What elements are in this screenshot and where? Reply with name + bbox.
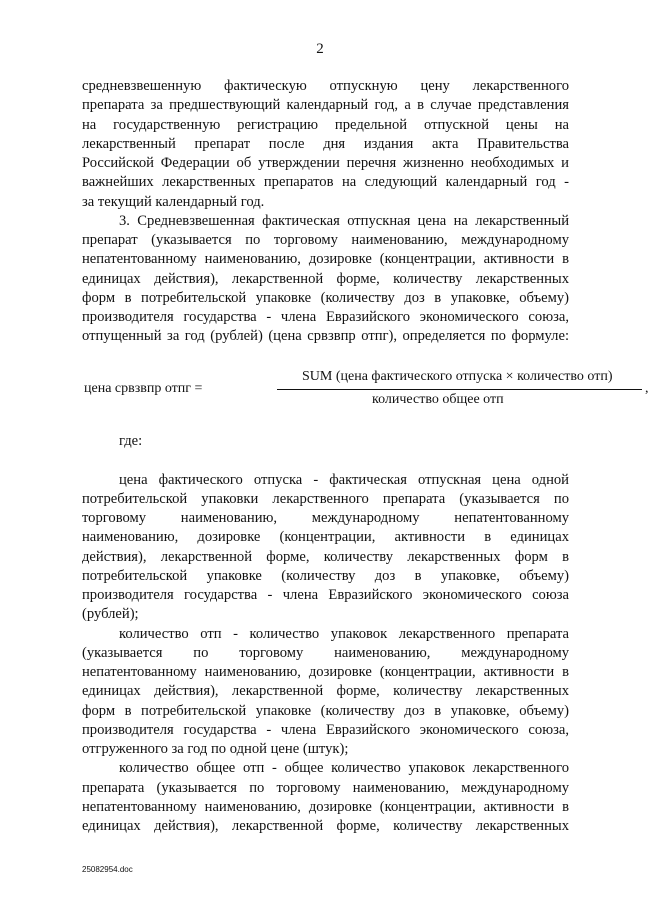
text-line: средневзвешенную фактическую отпускную цену лекарственного xyxy=(82,78,569,94)
definitions-block xyxy=(82,432,569,836)
text-line: на государственную регистрацию предельной отпускной цены на xyxy=(82,116,569,133)
text-line: непатентованному наименованию, дозировке (концентрации, активности в xyxy=(82,798,569,815)
text-line: торговому наименованию, международному непатентованному xyxy=(82,510,569,526)
text-line: лекарственный препарат после дня издания акта Правительства xyxy=(82,135,569,152)
text-line: форм в потребительской упаковке (количеству доз в упаковке, объему) xyxy=(82,702,569,719)
text-line: (рублей); xyxy=(82,606,139,623)
text-line: отгруженного за год по одной цене (штук); xyxy=(82,741,349,757)
paragraph-continuation xyxy=(82,77,569,212)
definition-quantity-shipped xyxy=(82,625,569,760)
formula-lhs: цена срвзвпр отпг = xyxy=(84,381,203,396)
text-line: отпущенный за год (рублей) (цена срвзвпр отпг), определяется по формуле: xyxy=(82,328,569,345)
text-line: 3. Средневзвешенная фактическая отпускная цена на лекарственный xyxy=(119,212,569,229)
text-line: Российской Федерации об утверждении перечня жизненно необходимых и xyxy=(82,155,569,171)
spacer xyxy=(82,451,569,470)
text-line: единицах действия), лекарственной форме, количеству лекарственных xyxy=(82,818,569,834)
text-line: потребительской упаковки лекарственного препарата (указывается по xyxy=(82,490,569,507)
document-body xyxy=(82,77,569,347)
definition-total-quantity xyxy=(82,759,569,836)
text-line: непатентованному наименованию, дозировке (концентрации, активности в xyxy=(82,251,569,268)
text-line: (указывается по торговому наименованию, международному xyxy=(82,644,569,661)
text-line: непатентованному наименованию, дозировке (концентрации, активности в xyxy=(82,664,569,680)
fraction-bar xyxy=(277,389,642,390)
text-line: препарата за предшествующий календарный год, а в случае представления xyxy=(82,97,569,114)
text-line: форм в потребительской упаковке (количеству доз в упаковке, объему) xyxy=(82,289,569,306)
text-line: за текущий календарный год. xyxy=(82,193,265,210)
definition-actual-price xyxy=(82,471,569,625)
text-line: цена фактического отпуска - фактическая отпускная цена одной xyxy=(119,471,569,488)
formula-comma: , xyxy=(645,381,649,396)
text-line: производителя государства - члена Евразийского экономического союза, xyxy=(82,309,569,325)
text-line: производителя государства - члена Евразийского экономического союза xyxy=(82,587,569,603)
formula-denominator: количество общее отп xyxy=(372,392,504,407)
text-line: наименованию, дозировке (концентрации, активности в единицах xyxy=(82,529,569,546)
where-label: где: xyxy=(119,433,143,449)
page-number: 2 xyxy=(316,41,324,57)
text-line: важнейших лекарственных препаратов на следующий календарный год - xyxy=(82,174,569,191)
text-line: препарат (указывается по торговому наименованию, международному xyxy=(82,232,569,248)
text-line: единицах действия), лекарственной форме, количеству лекарственных xyxy=(82,683,569,700)
text-line: производителя государства - члена Евразийского экономического союза, xyxy=(82,721,569,738)
price-formula xyxy=(82,369,649,409)
document-filename: 25082954.doc xyxy=(82,865,133,874)
paragraph-3 xyxy=(82,212,569,347)
text-line: действия), лекарственной форме, количеству лекарственных форм в xyxy=(82,548,569,565)
text-line: единицах действия), лекарственной форме, количеству лекарственных xyxy=(82,270,569,287)
text-line: количество отп - количество упаковок лекарственного препарата xyxy=(119,625,569,642)
text-line: препарата (указывается по торговому наименованию, международному xyxy=(82,779,569,796)
formula-numerator: SUM (цена фактического отпуска × количество отп) xyxy=(302,369,613,384)
text-line: потребительской упаковке (количеству доз в упаковке, объему) xyxy=(82,567,569,584)
text-line: количество общее отп - общее количество упаковок лекарственного xyxy=(119,760,569,777)
